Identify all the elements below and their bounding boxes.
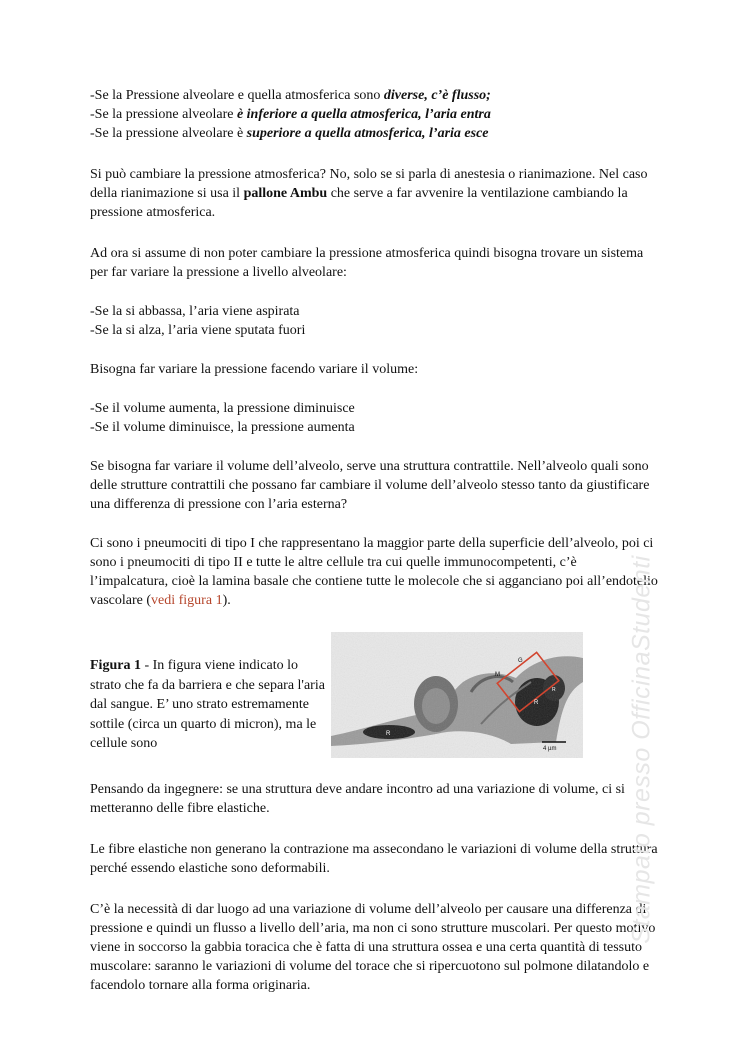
figure-1 bbox=[90, 632, 658, 758]
figure-link[interactable]: vedi figura 1 bbox=[151, 593, 223, 608]
label-g: G bbox=[518, 658, 523, 664]
watermark: Stampato presso OfficinaStudenti bbox=[627, 554, 656, 944]
list-item: -Se il volume aumenta, la pressione diminuisce bbox=[90, 401, 355, 416]
paragraph-engineer: Pensando da ingegnere: se una struttura deve andare incontro ad una variazione di volume, ci si metteranno delle fibre elastiche. bbox=[90, 782, 625, 816]
figure-caption: Figura 1 - In figura viene indicato lo strato che fa da barriera e che separa l'aria dal sangue. E’ uno strato estremamente sottile (circa un quarto di micron), ma le cellule sono bbox=[90, 658, 325, 751]
bullet-line-2: -Se la pressione alveolare è inferiore a quella atmosferica, l’aria entra bbox=[90, 107, 491, 122]
bullet-line-3: -Se la pressione alveolare è superiore a quella atmosferica, l’aria esce bbox=[90, 126, 489, 141]
scale-label: 4 µm bbox=[543, 746, 557, 752]
paragraph-ambu: Si può cambiare la pressione atmosferica? No, solo se si parla di anestesia o rianimazione. Nel caso della rianimazione si usa il pallone Ambu che serve a far avvenire la ventilazione cambiando la pressione atmosferica. bbox=[90, 167, 648, 220]
paragraph-thorax: C’è la necessità di dar luogo ad una variazione di volume dell’alveolo per causare una differenza di pressione e quindi un flusso a livello dell’aria, ma non ci sono strutture muscolari. Per questo motivo viene in soccorso la gabbia toracica che è fatta di una struttura ossea e una certa quantità di tessuto muscolare: saranno le variazioni di volume del torace che si ripercuotono sul polmone dilatandolo e facendolo tornare alla forma originaria. bbox=[90, 902, 656, 993]
label-m: M bbox=[495, 672, 500, 678]
list-item: -Se il volume diminuisce, la pressione aumenta bbox=[90, 420, 355, 435]
list-item: -Se la si alza, l’aria viene sputata fuori bbox=[90, 323, 306, 338]
label-r: R bbox=[534, 700, 539, 706]
micrograph-image bbox=[331, 632, 583, 758]
list-item: -Se la si abbassa, l’aria viene aspirata bbox=[90, 304, 300, 319]
paragraph-volume: Bisogna far variare la pressione facendo variare il volume: bbox=[90, 362, 419, 377]
label-r: R bbox=[386, 731, 391, 737]
paragraph-pneumocytes: Ci sono i pneumociti di tipo I che rappresentano la maggior parte della superficie dell’alveolo, poi ci sono i pneumociti di tipo II e tutte le altre cellule tra cui quelle immunocompetenti, c’è l’impalcatura, cioè la lamina basale che contiene tutte le molecole che si agganciano poi all’endotelio vascolare (vedi figura 1). bbox=[90, 536, 658, 608]
paragraph-contractile: Se bisogna far variare il volume dell’alveolo, serve una struttura contrattile. Nell’alveolo quali sono delle strutture contrattili che possano far cambiare il volume dell’alveolo stesso tanto da giustificare una differenza di pressione con l’aria esterna? bbox=[90, 459, 650, 512]
ambu-term: pallone Ambu bbox=[243, 186, 328, 201]
figure-label: Figura 1 bbox=[90, 658, 141, 673]
bullet-line-1: -Se la Pressione alveolare e quella atmosferica sono diverse, c’è flusso; bbox=[90, 88, 491, 103]
document-body bbox=[90, 86, 658, 995]
paragraph-alveolar: Ad ora si assume di non poter cambiare la pressione atmosferica quindi bisogna trovare un sistema per far variare la pressione a livello alveolare: bbox=[90, 246, 644, 280]
label-r: R bbox=[552, 687, 556, 693]
paragraph-elastic: Le fibre elastiche non generano la contrazione ma assecondano le variazioni di volume della struttura perché essendo elastiche sono deformabili. bbox=[90, 842, 658, 876]
